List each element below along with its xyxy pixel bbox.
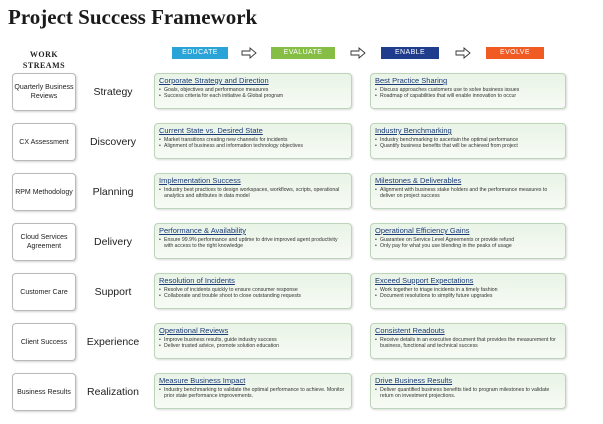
card-title: Operational Reviews [159,326,229,335]
card-bullet: • Industry benchmarking to validate the optimal performance to achieve. Monitor prior state performance improvements. [159,387,347,400]
card-title: Operational Efficiency Gains [375,226,470,235]
card-bullet: • Alignment with business stake holders and the performance measures to deliver on project success [375,187,561,200]
stage-label: Strategy [93,86,133,98]
card-bullet: • Document resolutions to simplify future upgrades [375,293,561,299]
left-card [154,323,352,359]
card-bullet: • Improve business results, guide industry success [159,337,347,343]
left-card [154,73,352,109]
framework-row [0,373,603,413]
card-bullet: • Collaborate and trouble shoot to close outstanding requests [159,293,347,299]
right-card [370,323,566,359]
stage-label: Realization [87,386,139,398]
work-stream-box: Cloud Services Agreement [12,223,76,261]
framework-row [0,73,603,113]
card-title: Performance & Availability [159,226,246,235]
framework-row [0,223,603,263]
card-title: Best Practice Sharing [375,76,448,85]
stage-label: Support [94,286,132,298]
work-stream-box: Quarterly Business Reviews [12,73,76,111]
card-bullet: • Work together to triage incidents in a timely fashion [375,287,561,293]
card-title: Corporate Strategy and Direction [159,76,269,85]
card-bullet: • Success criteria for each initiative & Global program [159,93,347,99]
card-title: Resolution of Incidents [159,276,235,285]
left-card [154,223,352,259]
card-title: Implementation Success [159,176,241,185]
work-stream-box: CX Assessment [12,123,76,161]
right-arrow-icon [455,47,471,59]
card-bullet: • Ensure 99.9% performance and uptime to drive improved agent productivity with access to the right knowledge [159,237,347,250]
card-bullet: • Market transitions creating new channels for incidents [159,137,347,143]
work-stream-box: Customer Care [12,273,76,311]
phase-enable: ENABLE [381,47,439,59]
work-streams-header: WORK STREAMS [22,50,66,70]
card-bullet: • Alignment of business and information technology objectives [159,143,347,149]
card-bullet: • Deliver trusted advice, promote solution education [159,343,347,349]
framework-row [0,323,603,363]
card-title: Exceed Support Expectations [375,276,474,285]
card-bullet: • Resolve of incidents quickly to ensure consumer response [159,287,347,293]
right-card [370,373,566,409]
work-stream-box: Client Success [12,323,76,361]
framework-row [0,273,603,313]
right-card [370,123,566,159]
right-card [370,223,566,259]
card-bullet: • Goals, objectives and performance measures [159,87,347,93]
card-bullet: • Only pay for what you use blending in the peaks of usage [375,243,561,249]
phase-evaluate: EVALUATE [271,47,335,59]
right-card [370,73,566,109]
card-bullet: • Discuss approaches customers use to solve business issues [375,87,561,93]
right-card [370,273,566,309]
card-title: Milestones & Deliverables [375,176,462,185]
left-card [154,273,352,309]
stage-label: Discovery [89,136,137,148]
left-card [154,123,352,159]
page-title: Project Success Framework [8,5,258,29]
right-card [370,173,566,209]
card-bullet: • Industry best practices to design workspaces, workflows, scripts, operational analytics and attributes in data model [159,187,347,200]
work-stream-box: RPM Methodology [12,173,76,211]
card-bullet: • Guarantee on Service Level Agreements or provide refund [375,237,561,243]
stage-label: Planning [92,186,134,198]
phase-educate: EDUCATE [172,47,228,59]
card-bullet: • Industry benchmarking to ascertain the optimal performance [375,137,561,143]
right-arrow-icon [241,47,257,59]
card-title: Consistent Readouts [375,326,445,335]
phase-evolve: EVOLVE [486,47,544,59]
left-card [154,373,352,409]
card-bullet: • Receive details in an executive document that provides the measurement for business, functional and technical success [375,337,561,350]
work-stream-box: Business Results [12,373,76,411]
left-card [154,173,352,209]
card-title: Industry Benchmarking [375,126,452,135]
card-title: Measure Business Impact [159,376,246,385]
stage-label: Delivery [94,236,132,248]
card-title: Drive Business Results [375,376,453,385]
framework-row [0,123,603,163]
card-title: Current State vs. Desired State [159,126,263,135]
card-bullet: • Quantify business benefits that will be achieved from project [375,143,561,149]
card-bullet: • Deliver quantified business benefits tied to program milestones to validate return on investment projections. [375,387,561,400]
stage-label: Experience [86,336,140,348]
card-bullet: • Roadmap of capabilities that will enable innovation to occur [375,93,561,99]
right-arrow-icon [350,47,366,59]
framework-row [0,173,603,213]
